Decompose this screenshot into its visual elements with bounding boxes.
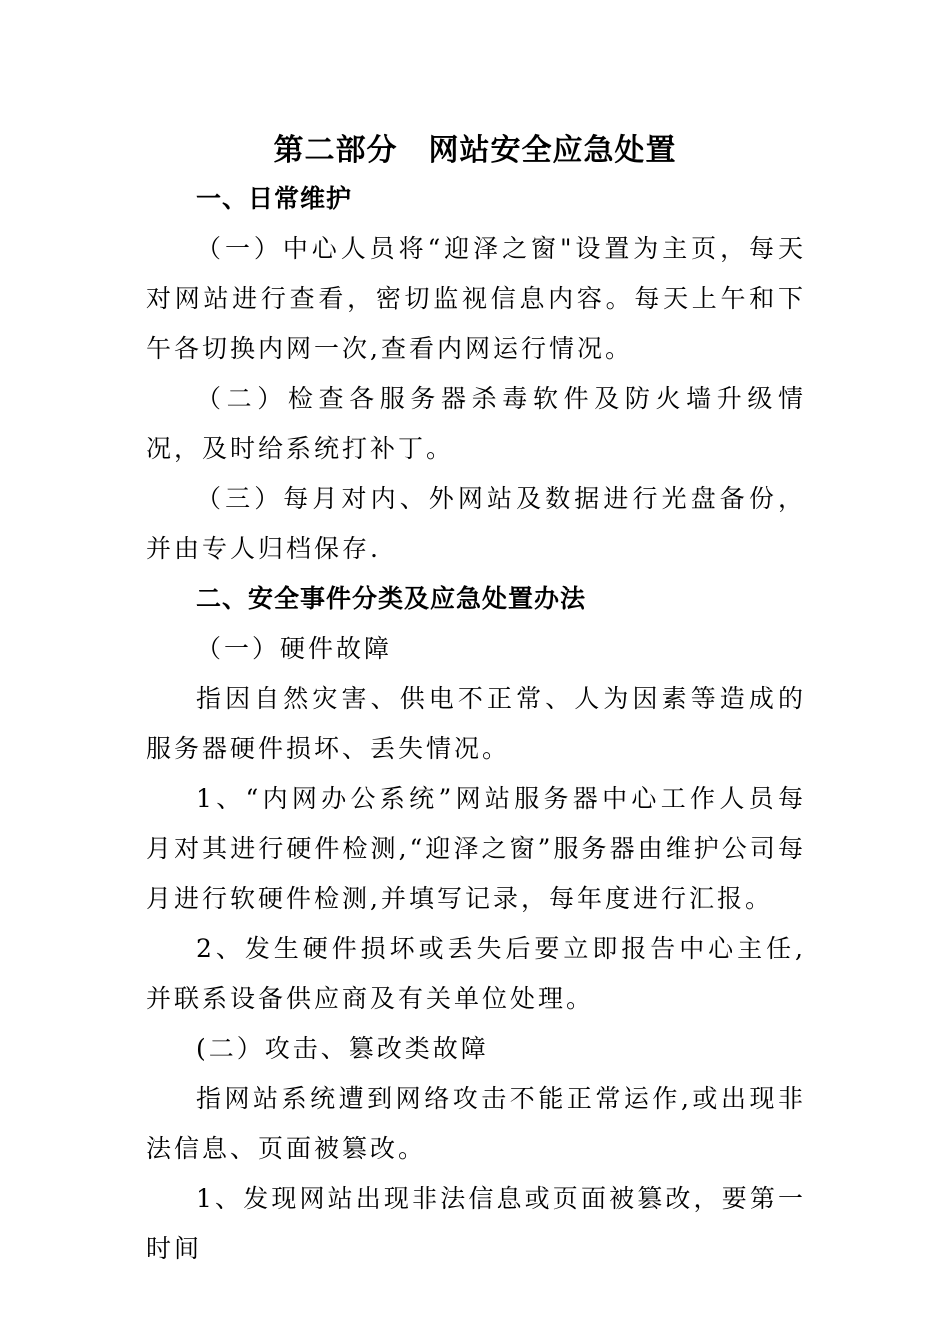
paragraph: 2、发生硬件损坏或丢失后要立即报告中心主任,并联系设备供应商及有关单位处理。 <box>146 934 806 1013</box>
paragraph: （三）每月对内、外网站及数据进行光盘备份，并由专人归档保存. <box>146 484 806 563</box>
section-heading-incident-classification: 二、安全事件分类及应急处置办法 <box>196 584 587 613</box>
document-title: 第二部分 网站安全应急处置 <box>273 133 677 168</box>
document-body <box>146 174 806 1274</box>
paragraph: 指网站系统遭到网络攻击不能正常运作,或出现非法信息、页面被篡改。 <box>146 1084 806 1163</box>
paragraph: 1、发现网站出现非法信息或页面被篡改，要第一时间 <box>146 1184 806 1263</box>
paragraph: （二）检查各服务器杀毒软件及防火墙升级情况，及时给系统打补丁。 <box>146 384 806 463</box>
section-heading-daily-maintenance: 一、日常维护 <box>196 184 353 213</box>
paragraph: （一）中心人员将“迎泽之窗"设置为主页，每天对网站进行查看，密切监视信息内容。每天上午和下午各切换内网一次,查看内网运行情况。 <box>146 234 806 363</box>
paragraph: 指因自然灾害、供电不正常、人为因素等造成的服务器硬件损坏、丢失情况。 <box>146 684 806 763</box>
paragraph: 1、“内网办公系统”网站服务器中心工作人员每月对其进行硬件检测,“迎泽之窗”服务器由维护公司每月进行软硬件检测,并填写记录，每年度进行汇报。 <box>146 784 806 913</box>
subheading-attack-tampering-fault: (二）攻击、篡改类故障 <box>196 1034 489 1063</box>
subheading-hardware-fault: （一）硬件故障 <box>196 634 393 663</box>
